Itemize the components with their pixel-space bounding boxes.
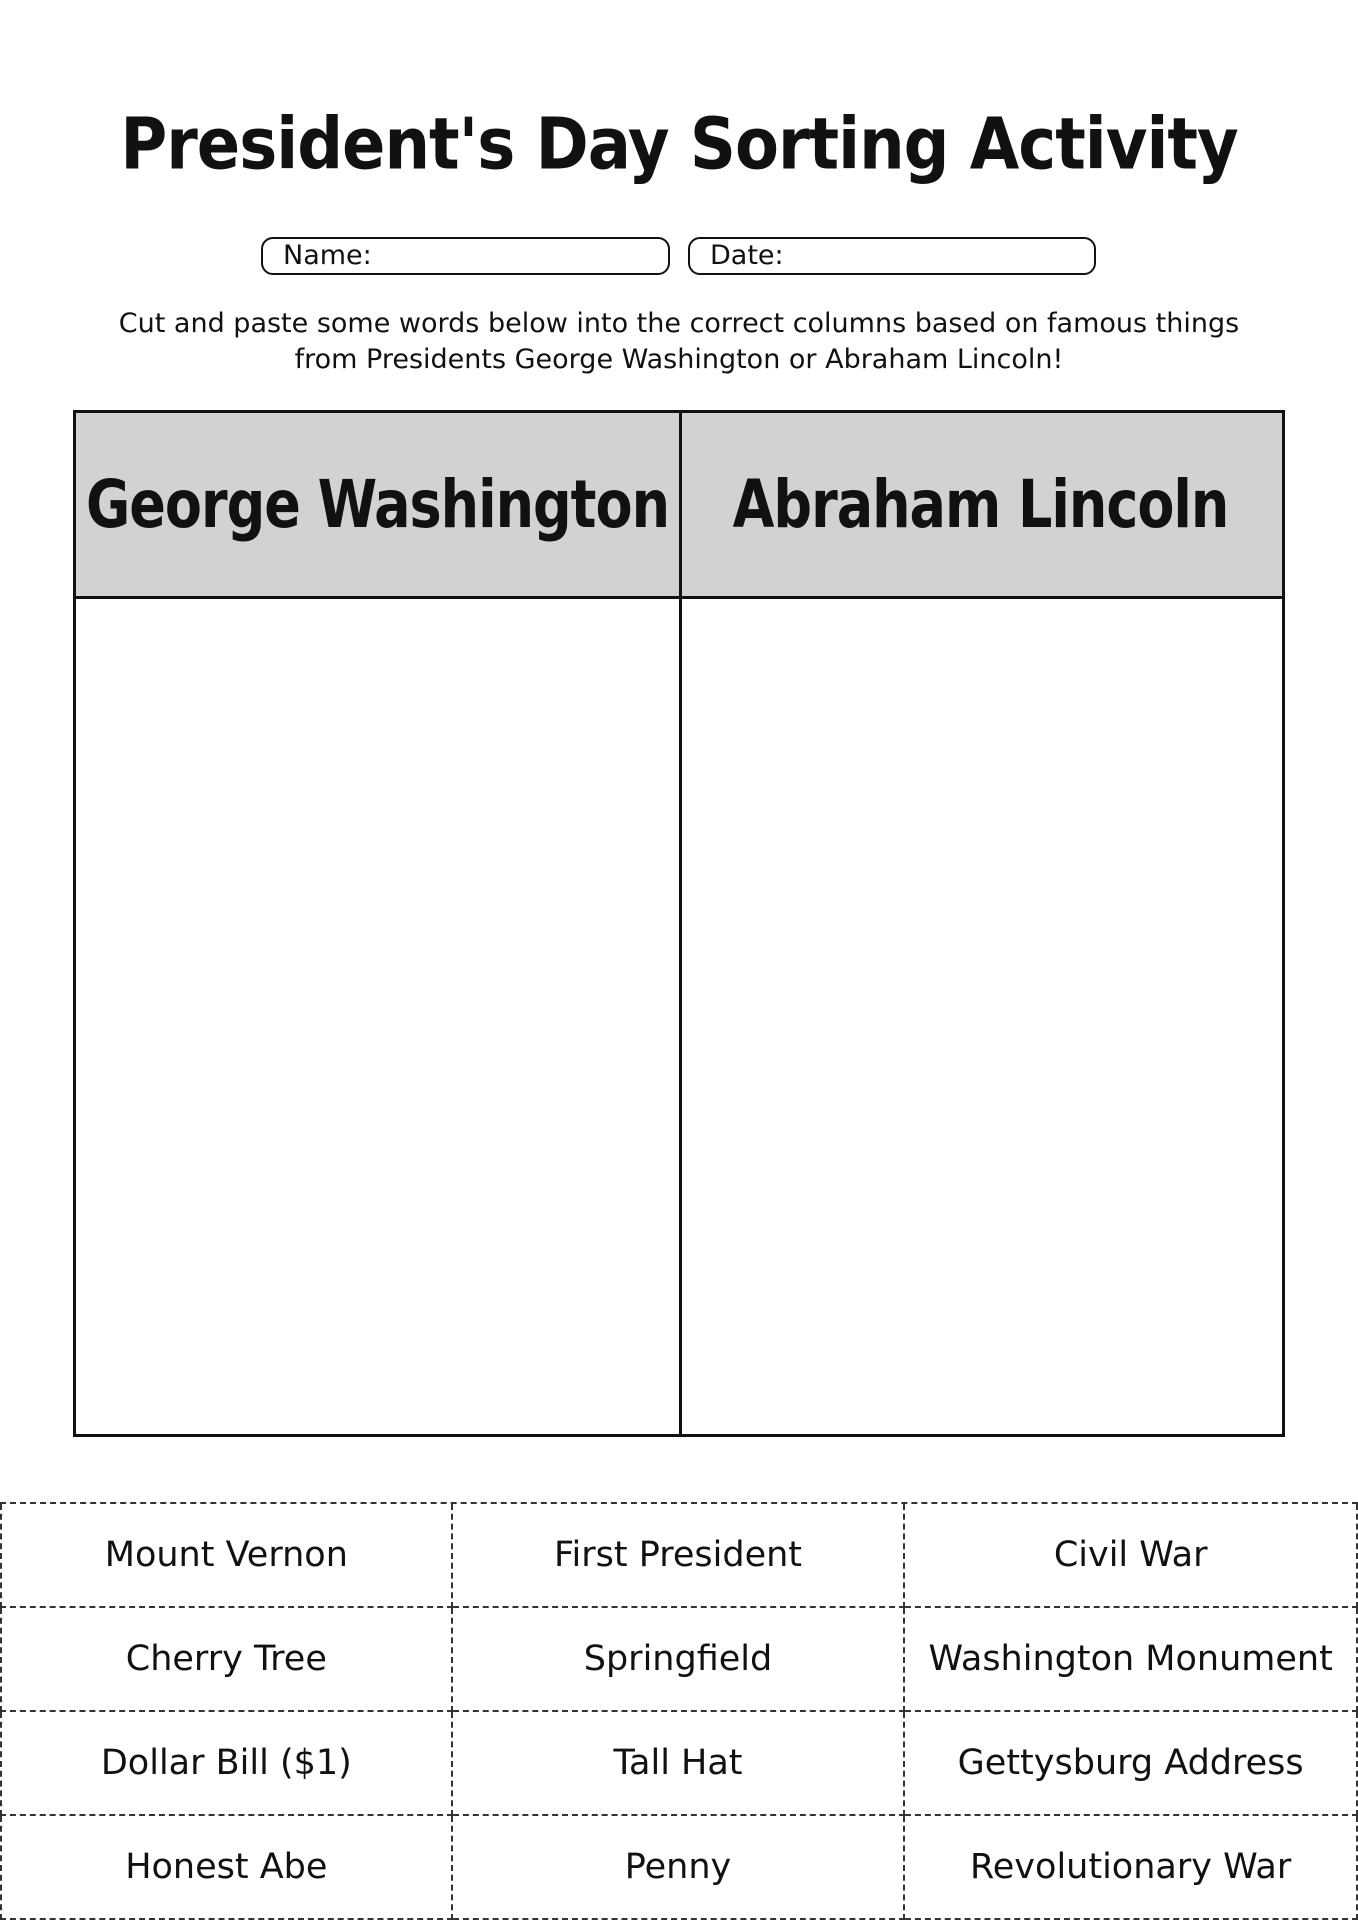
sorting-table [73, 410, 1285, 1437]
card-springfield[interactable]: Springfield [453, 1608, 906, 1712]
worksheet-title: President's Day Sorting Activity [120, 103, 1238, 187]
instructions [60, 306, 1298, 378]
card-dollar-bill[interactable]: Dollar Bill ($1) [0, 1712, 453, 1816]
column-title-washington: George Washington [86, 466, 669, 543]
card-revolutionary-war[interactable]: Revolutionary War [905, 1816, 1358, 1920]
card-penny[interactable]: Penny [453, 1816, 906, 1920]
lincoln-drop-zone[interactable] [679, 599, 1282, 1434]
instructions-line-1: Cut and paste some words below into the correct columns based on famous things [118, 308, 1240, 339]
column-title-lincoln: Abraham Lincoln [732, 466, 1229, 543]
card-gettysburg-address[interactable]: Gettysburg Address [905, 1712, 1358, 1816]
card-mount-vernon[interactable]: Mount Vernon [0, 1504, 453, 1608]
cutout-cards-grid [0, 1502, 1358, 1920]
name-label: Name: [283, 240, 372, 271]
card-civil-war[interactable]: Civil War [905, 1504, 1358, 1608]
card-first-president[interactable]: First President [453, 1504, 906, 1608]
card-honest-abe[interactable]: Honest Abe [0, 1816, 453, 1920]
card-washington-monument[interactable]: Washington Monument [905, 1608, 1358, 1712]
card-tall-hat[interactable]: Tall Hat [453, 1712, 906, 1816]
date-label: Date: [710, 240, 784, 271]
washington-drop-zone[interactable] [76, 599, 679, 1434]
name-field[interactable] [261, 237, 670, 275]
date-field[interactable] [688, 237, 1096, 275]
card-cherry-tree[interactable]: Cherry Tree [0, 1608, 453, 1712]
instructions-line-2: from Presidents George Washington or Abraham Lincoln! [294, 344, 1064, 375]
column-divider [679, 413, 682, 1434]
